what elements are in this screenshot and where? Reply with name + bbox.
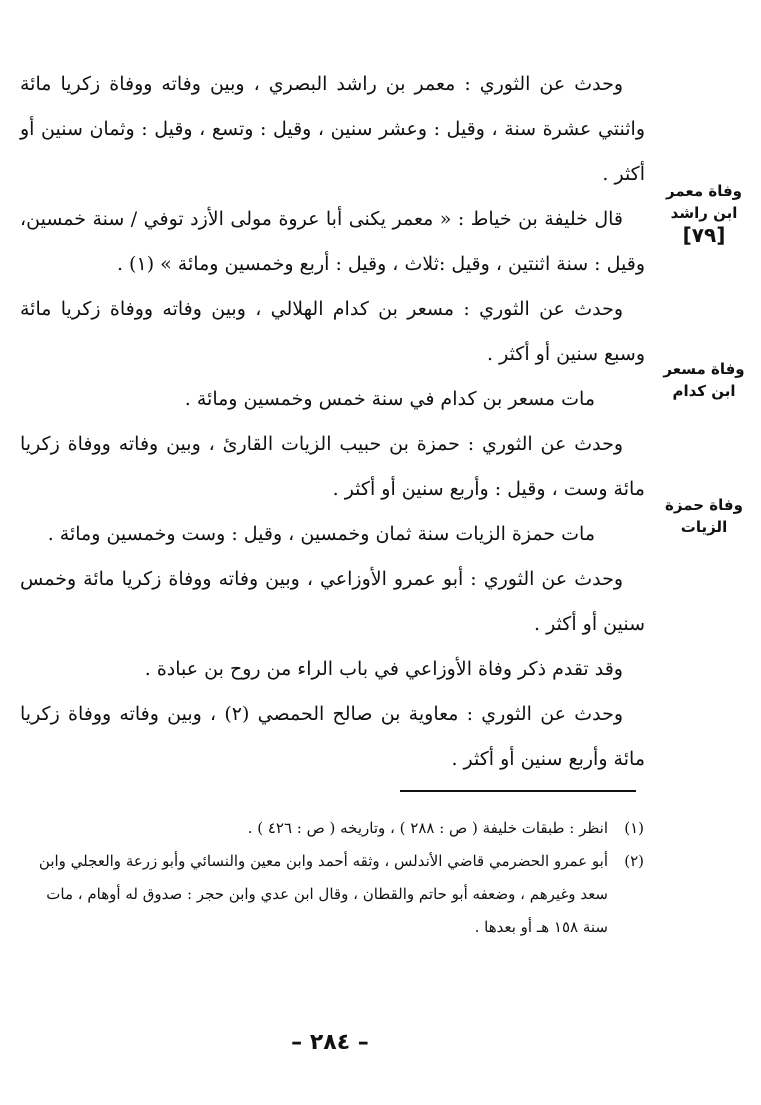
paragraph-mamar: وحدث عن الثوري : معمر بن راشد البصري ، وبين وفاته ووفاة زكريا مائة واثنتي عشرة سنة ، وقيل : وعشر سنين ، وقيل : وتسع ، وقيل : وثمان سنين أو أكثر . — [20, 73, 645, 185]
footnote-number: (١) — [624, 819, 644, 837]
footnote — [22, 845, 644, 944]
paragraph-muawiya: وحدث عن الثوري : معاوية بن صالح الحمصي (٢) ، وبين وفاته ووفاة زكريا مائة وأربع سنين أو أكثر . — [20, 703, 645, 770]
paragraph-misar: وحدث عن الثوري : مسعر بن كدام الهلالي ، وبين وفاته ووفاة زكريا مائة وسبع سنين أو أكثر . — [20, 298, 645, 365]
footnotes — [22, 812, 644, 944]
side-note-line: ابن راشد — [670, 204, 738, 222]
side-note-hamza — [653, 494, 755, 538]
side-note-line: وفاة حمزة — [665, 496, 743, 514]
paragraph-awzai-note: وقد تقدم ذكر وفاة الأوزاعي في باب الراء من روح بن عبادة . — [144, 658, 623, 680]
side-note-line: وفاة مسعر — [663, 360, 745, 378]
footnote-separator — [400, 790, 636, 792]
paragraph-awzai: وحدث عن الثوري : أبو عمرو الأوزاعي ، وبين وفاته ووفاة زكريا مائة وخمس سنين أو أكثر . — [20, 568, 645, 635]
paragraph-khalifa-quote: قال خليفة بن خياط : « معمر يكنى أبا عروة مولى الأزد توفي / سنة خمسين، وقيل : سنة اثنتين ، وقيل :ثلاث ، وقيل : أربع وخمسين ومائة » (١) . — [20, 208, 645, 275]
entry-number: [٧٩] — [682, 223, 726, 247]
main-text — [20, 62, 645, 782]
side-note-misar — [653, 358, 755, 402]
side-note-line: وفاة معمر — [666, 182, 742, 200]
page-number: – ٢٨٤ – — [291, 1030, 369, 1055]
paragraph-hamza: وحدث عن الثوري : حمزة بن حبيب الزيات القارئ ، وبين وفاته ووفاة زكريا مائة وست ، وقيل : وأربع سنين أو أكثر . — [20, 433, 645, 500]
footnote — [22, 812, 644, 845]
side-note-line: ابن كدام — [672, 382, 736, 400]
paragraph-misar-death: مات مسعر بن كدام في سنة خمس وخمسين ومائة . — [184, 388, 595, 410]
side-note-mamar — [653, 180, 755, 246]
paragraph-hamza-death: مات حمزة الزيات سنة ثمان وخمسين ، وقيل : وست وخمسين ومائة . — [47, 523, 595, 545]
footnote-number: (٢) — [624, 852, 644, 870]
footnote-text: انظر : طبقات خليفة ( ص : ٢٨٨ ) ، وتاريخه ( ص : ٤٢٦ ) . — [247, 819, 608, 837]
footnote-text: أبو عمرو الحضرمي قاضي الأندلس ، وثقه أحمد وابن معين والنسائي وأبو زرعة والعجلي وابن سعد وغيرهم ، وضعفه أبو حاتم والقطان ، وقال ابن عدي وابن حجر : صدوق له أوهام ، مات سنة ١٥٨ هـ أو بعدها . — [38, 852, 608, 936]
side-note-line: الزيات — [680, 518, 728, 536]
